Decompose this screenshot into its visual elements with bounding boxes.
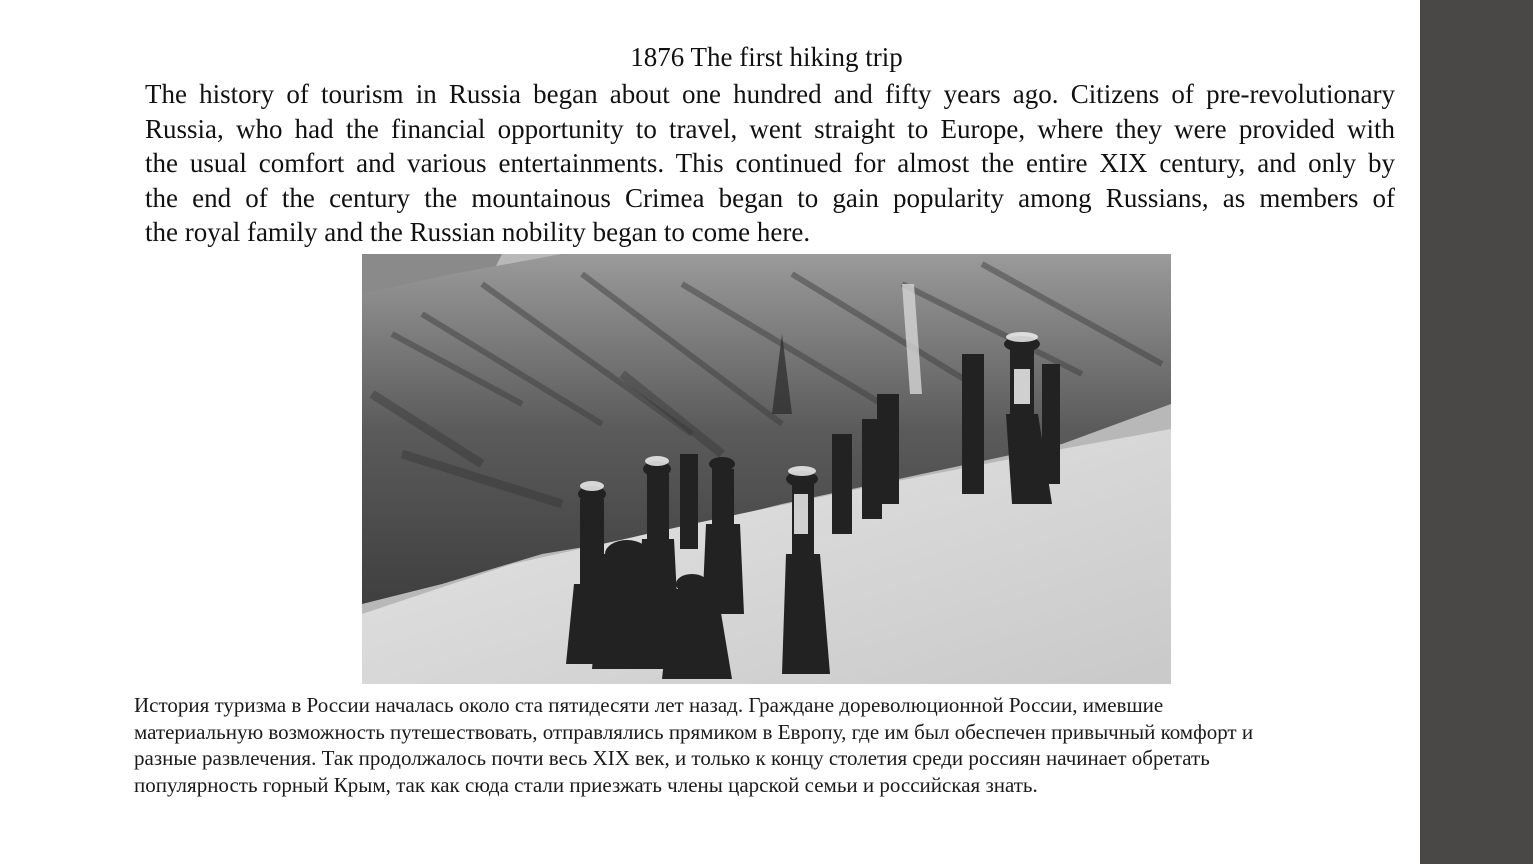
russian-paragraph: [134, 692, 1334, 798]
english-line: Russia, who had the financial opportunity to travel, went straight to Europe, where they were provided with: [145, 113, 1395, 144]
english-paragraph: [145, 77, 1395, 250]
english-line: the end of the century the mountainous Crimea began to gain popularity among Russians, as members of: [145, 182, 1395, 213]
slide-title: 1876 The first hiking trip: [630, 42, 903, 72]
side-bar: [1420, 0, 1533, 864]
russian-line: разные развлечения. Так продолжалось почти весь XIX век, и только к концу столетия среди россиян начинает обретать: [134, 746, 1210, 770]
historical-hikers-photo: [362, 254, 1171, 684]
russian-line: популярность горный Крым, так как сюда стали приезжать члены царской семьи и российская знать.: [134, 772, 1038, 797]
english-line: the royal family and the Russian nobility began to come here.: [145, 217, 811, 247]
russian-line: материальную возможность путешествовать, отправлялись прямиком в Европу, где им был обеспечен привычный комфорт и: [134, 719, 1254, 744]
russian-line: История туризма в России началась около ста пятидесяти лет назад. Граждане дореволюционной России, имевшие: [134, 693, 1164, 717]
english-line: the usual comfort and various entertainments. This continued for almost the entire XIX century, and only by: [145, 148, 1395, 178]
english-line: The history of tourism in Russia began about one hundred and fifty years ago. Citizens of pre-revolutionary: [145, 79, 1395, 109]
